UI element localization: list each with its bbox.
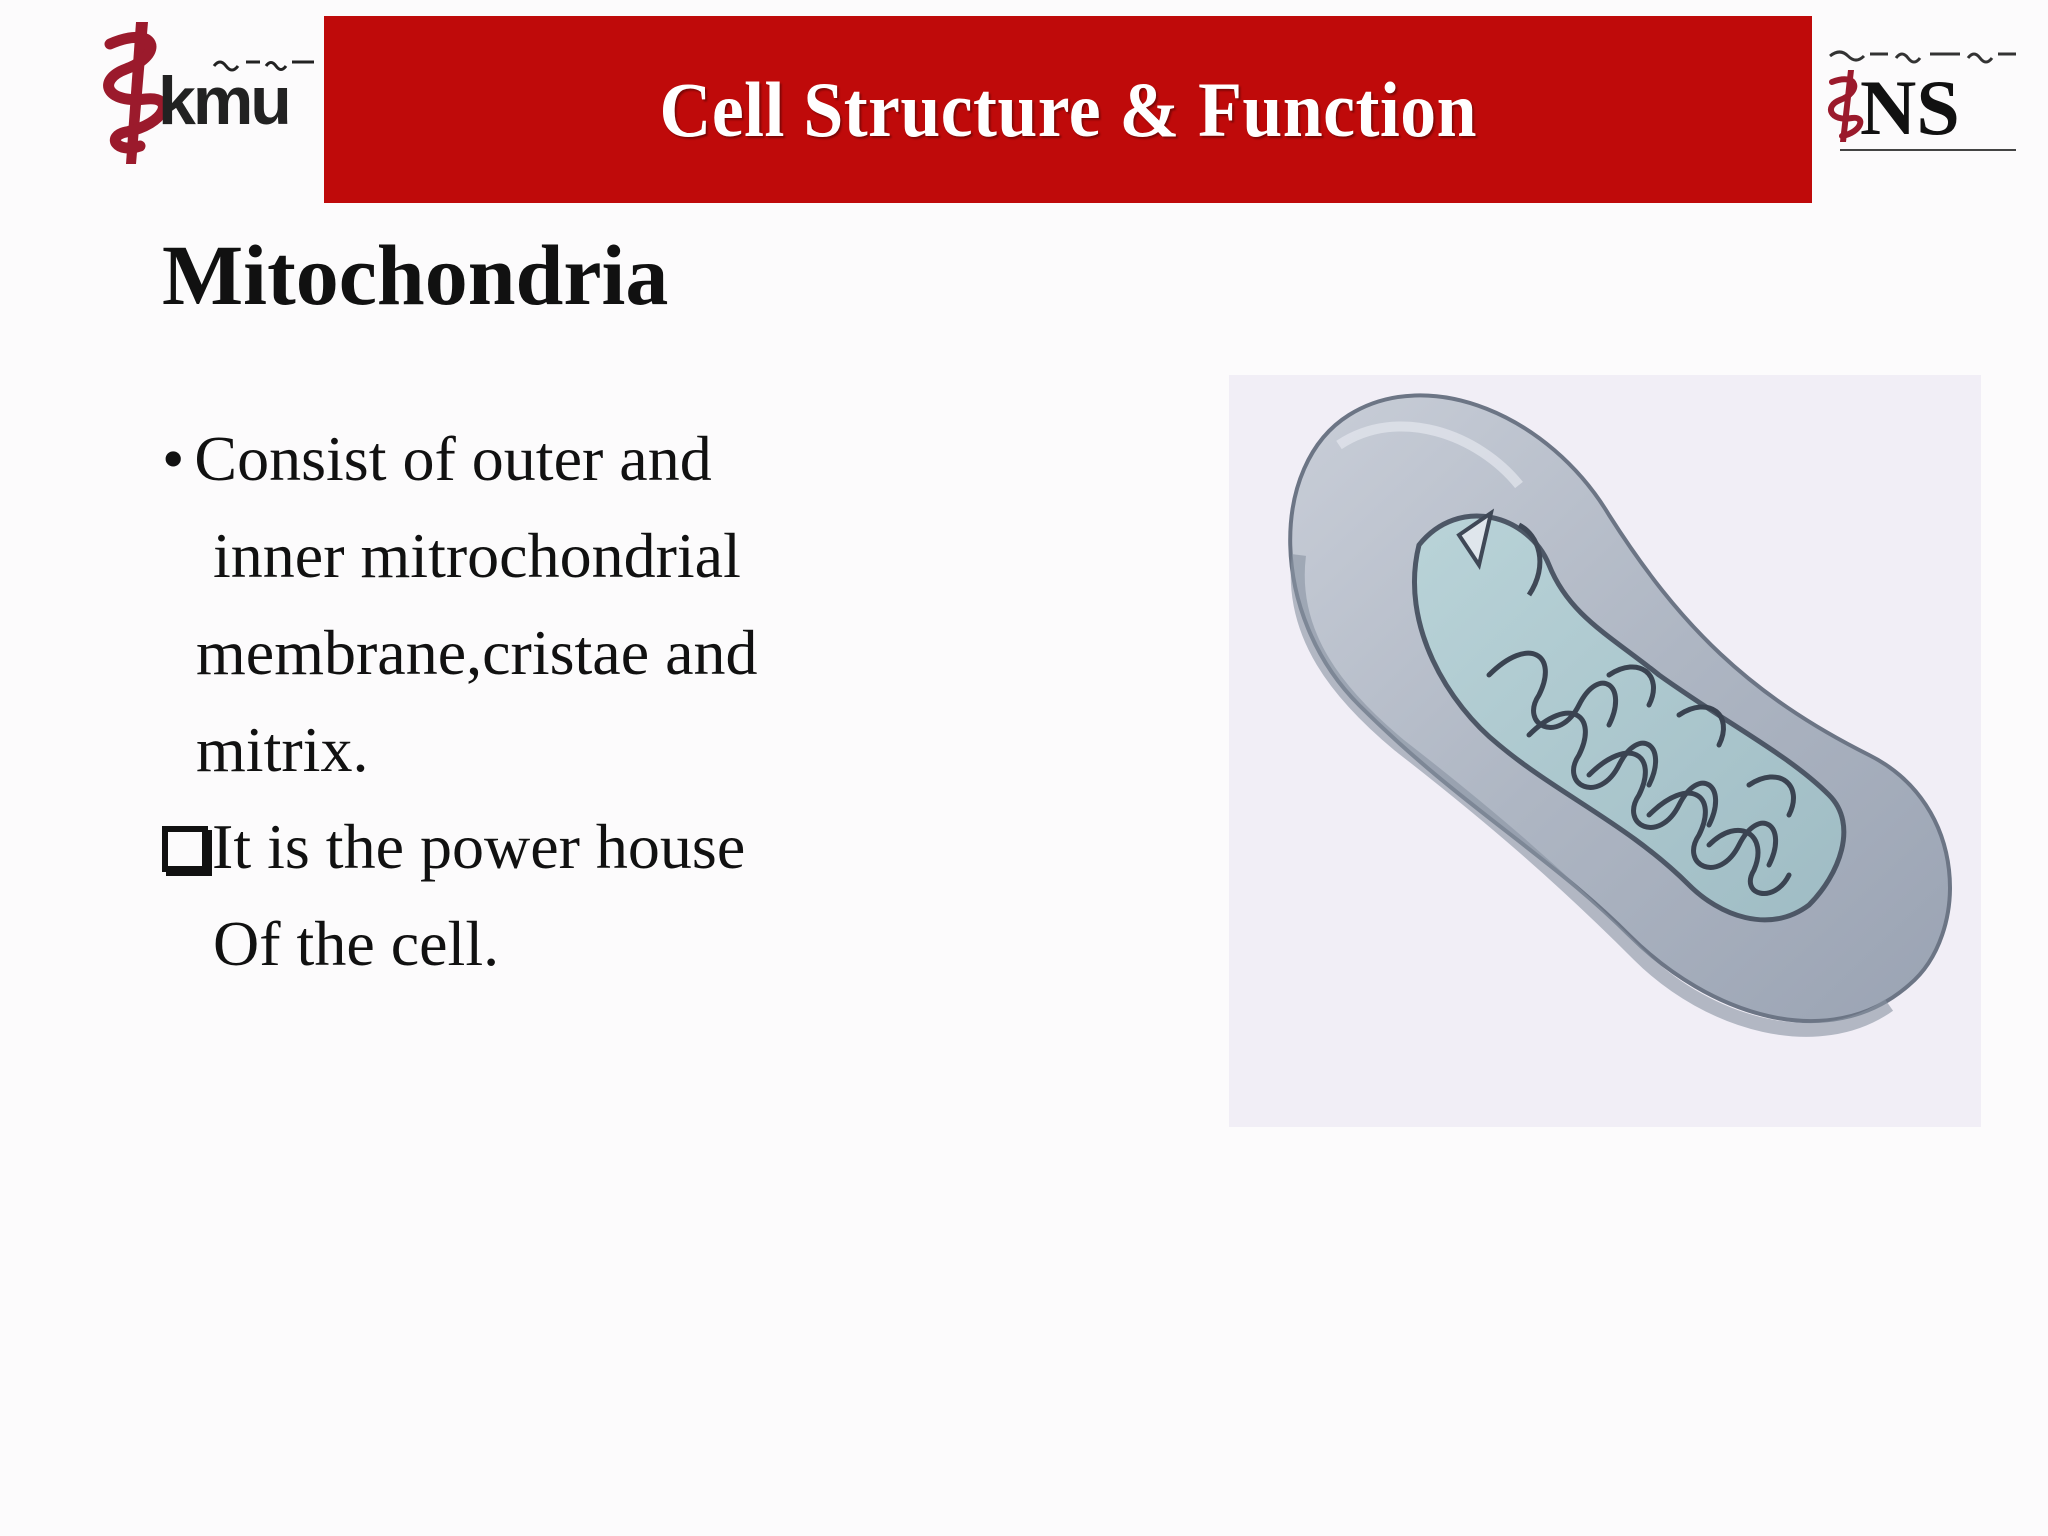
bullet-line-4: mitrix.: [196, 714, 369, 785]
bullet-dot-icon: •: [162, 423, 185, 494]
ins-logo-icon: [1822, 30, 2022, 160]
header-title: Cell Structure & Function: [659, 65, 1477, 153]
bullet-text: It is the power house: [212, 811, 746, 882]
bullet-list: [162, 410, 922, 992]
bullet-line-2: inner mitrochondrial: [213, 520, 741, 591]
kmu-logo-icon: [96, 14, 322, 174]
checkbox-bullet-icon: [162, 826, 208, 872]
bullet-text: Consist of outer and: [194, 423, 712, 494]
bullet-line-5: [162, 798, 922, 895]
svg-text:kmu: kmu: [158, 63, 289, 139]
bullet-line-3: membrane,cristae and: [196, 617, 758, 688]
bullet-line-1: [162, 410, 922, 507]
bullet-line-6: Of the cell.: [213, 908, 500, 979]
header-bar: [324, 16, 1812, 203]
slide-heading: Mitochondria: [162, 227, 669, 323]
mitochondrion-illustration-icon: [1229, 375, 1981, 1127]
svg-text:NS: NS: [1860, 64, 1960, 151]
